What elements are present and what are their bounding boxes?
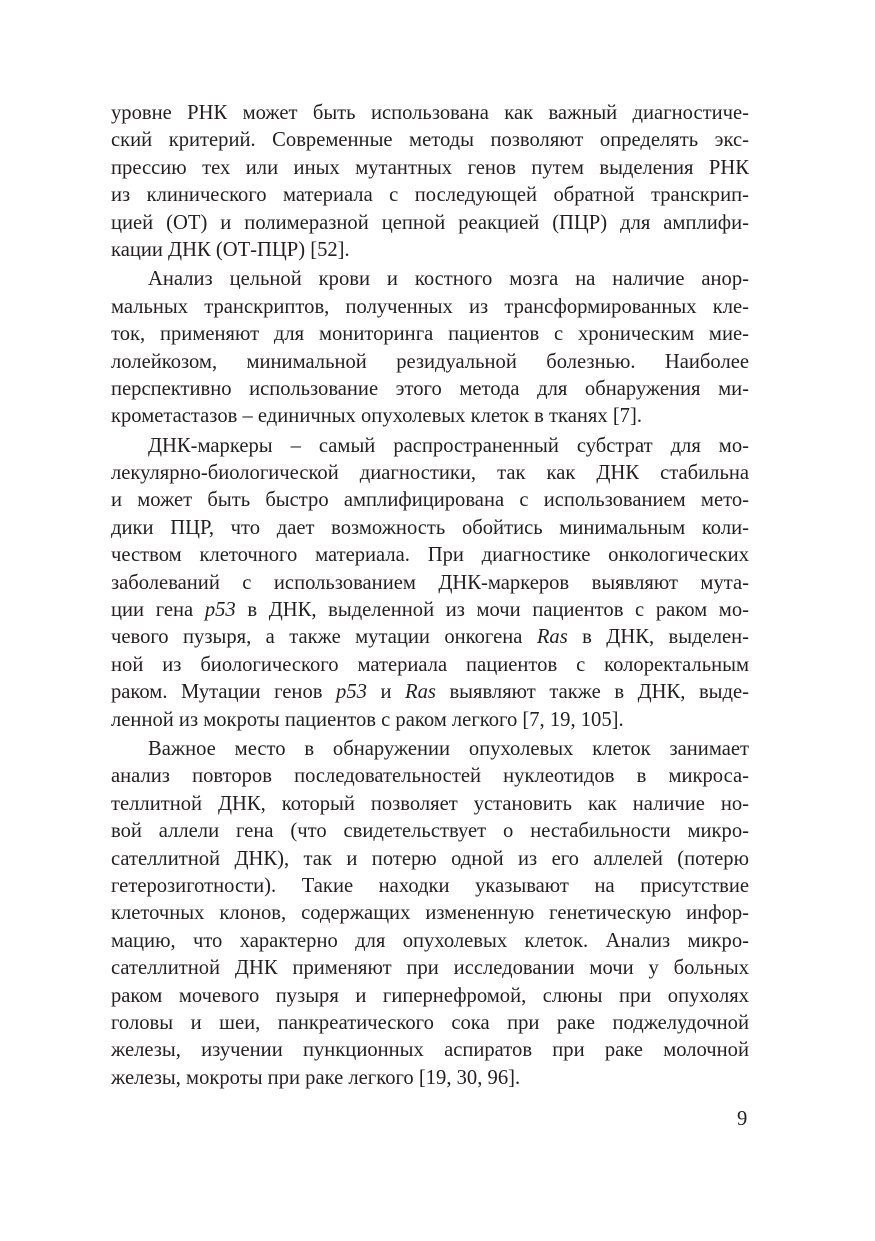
text-line bbox=[111, 542, 749, 569]
text-run: ский критерий. Современные методы позволяют определять экс- bbox=[111, 129, 749, 152]
text-line bbox=[111, 515, 749, 542]
text-line bbox=[111, 266, 749, 293]
text-line bbox=[111, 679, 749, 706]
text-line bbox=[111, 624, 749, 651]
text-run: раком мочевого пузыря и гипернефромой, слюны при опухолях bbox=[111, 984, 749, 1007]
gene-name: Ras bbox=[536, 626, 568, 649]
text-run: в ДНК, выделенной из мочи пациентов с раком мо- bbox=[235, 599, 749, 622]
text-run: сателлитной ДНК), так и потерю одной из его аллелей (потерю bbox=[111, 847, 749, 870]
text-run: и bbox=[366, 681, 406, 704]
text-line bbox=[111, 376, 749, 403]
text-run: вой аллели гена (что свидетельствует о нестабильности микро- bbox=[111, 820, 749, 843]
text-line bbox=[111, 791, 749, 818]
paragraph bbox=[111, 100, 749, 264]
text-line bbox=[111, 597, 749, 624]
text-run: лекулярно-биологической диагностики, так как ДНК стабильна bbox=[111, 462, 749, 485]
text-line bbox=[111, 294, 749, 321]
paragraph bbox=[111, 433, 749, 734]
text-line bbox=[111, 349, 749, 376]
text-line bbox=[111, 433, 749, 460]
text-line bbox=[111, 570, 749, 597]
text-line bbox=[111, 487, 749, 514]
text-run: ленной из мокроты пациентов с раком легкого [7, 19, 105]. bbox=[111, 708, 624, 731]
text-run: чевого пузыря, а также мутации онкогена bbox=[111, 626, 537, 649]
text-run: и может быть быстро амплифицирована с использованием мето- bbox=[111, 489, 749, 512]
text-line bbox=[111, 460, 749, 487]
text-run: перспективно использование этого метода для обнаружения ми- bbox=[111, 377, 749, 400]
text-run: крометастазов – единичных опухолевых клеток в тканях [7]. bbox=[111, 405, 642, 428]
text-line bbox=[111, 846, 749, 873]
text-run: ток, применяют для мониторинга пациентов с хроническим мие- bbox=[111, 323, 749, 346]
text-run: в ДНК, выделен- bbox=[567, 626, 749, 649]
text-run: сателлитной ДНК применяют при исследовании мочи у больных bbox=[111, 957, 749, 980]
text-line bbox=[111, 100, 749, 127]
text-line bbox=[111, 1065, 749, 1092]
text-line bbox=[111, 900, 749, 927]
text-run: теллитной ДНК, который позволяет установить как наличие но- bbox=[111, 792, 749, 815]
text-run: дики ПЦР, что дает возможность обойтись минимальным коли- bbox=[111, 516, 749, 539]
text-run: железы, мокроты при раке легкого [19, 30, 96]. bbox=[111, 1066, 521, 1089]
page-number: 9 bbox=[737, 1108, 748, 1130]
paragraph bbox=[111, 266, 749, 430]
gene-name: Ras bbox=[405, 681, 436, 704]
text-line bbox=[111, 182, 749, 209]
text-line bbox=[111, 127, 749, 154]
paragraph bbox=[111, 736, 749, 1092]
text-line bbox=[111, 707, 749, 734]
text-run: прессию тех или иных мутантных генов путем выделения РНК bbox=[111, 156, 749, 179]
text-run: анализ повторов последовательностей нуклеотидов в микроса- bbox=[111, 765, 749, 788]
text-line bbox=[111, 736, 749, 763]
text-run: заболеваний с использованием ДНК-маркеров выявляют мута- bbox=[111, 571, 749, 594]
text-run: кации ДНК (ОТ-ПЦР) [52]. bbox=[111, 238, 350, 261]
text-run: мацию, что характерно для опухолевых клеток. Анализ микро- bbox=[111, 929, 749, 952]
text-run: головы и шеи, панкреатического сока при раке поджелудочной bbox=[111, 1011, 749, 1034]
text-line bbox=[111, 983, 749, 1010]
text-line bbox=[111, 321, 749, 348]
text-run: чеством клеточного материала. При диагностике онкологических bbox=[111, 544, 749, 567]
text-line bbox=[111, 928, 749, 955]
text-line bbox=[111, 155, 749, 182]
text-line bbox=[111, 652, 749, 679]
text-run: Важное место в обнаружении опухолевых клеток занимает bbox=[148, 737, 749, 760]
text-run: лолейкозом, минимальной резидуальной болезнью. Наиболее bbox=[111, 350, 749, 373]
text-line bbox=[111, 955, 749, 982]
text-run: уровне РНК может быть использована как важный диагностиче- bbox=[111, 102, 749, 124]
page-body-text bbox=[111, 100, 749, 1092]
text-run: ной из биологического материала пациентов с колоректальным bbox=[111, 653, 749, 676]
text-run: ции гена bbox=[111, 599, 205, 622]
text-run: мальных транскриптов, полученных из трансформированных кле- bbox=[111, 295, 749, 318]
text-run: клеточных клонов, содержащих измененную генетическую инфор- bbox=[111, 902, 749, 925]
text-line bbox=[111, 763, 749, 790]
text-line bbox=[111, 873, 749, 900]
text-run: цией (ОТ) и полимеразной цепной реакцией (ПЦР) для амплифи- bbox=[111, 211, 749, 234]
text-line bbox=[111, 403, 749, 430]
text-line bbox=[111, 210, 749, 237]
text-line bbox=[111, 237, 749, 264]
text-run: раком. Мутации генов bbox=[111, 681, 337, 704]
text-run: Анализ цельной крови и костного мозга на наличие анор- bbox=[148, 268, 749, 291]
gene-name: p53 bbox=[204, 599, 236, 622]
text-line bbox=[111, 1010, 749, 1037]
text-line bbox=[111, 818, 749, 845]
text-run: железы, изучении пункционных аспиратов при раке молочной bbox=[111, 1039, 749, 1062]
text-run: гетерозиготности). Такие находки указывают на присутствие bbox=[111, 874, 749, 897]
text-run: из клинического материала с последующей обратной транскрип- bbox=[111, 184, 749, 207]
text-run: выявляют также в ДНК, выде- bbox=[435, 681, 749, 704]
text-run: ДНК-маркеры – самый распространенный субстрат для мо- bbox=[148, 434, 749, 457]
text-line bbox=[111, 1037, 749, 1064]
gene-name: p53 bbox=[336, 681, 367, 704]
